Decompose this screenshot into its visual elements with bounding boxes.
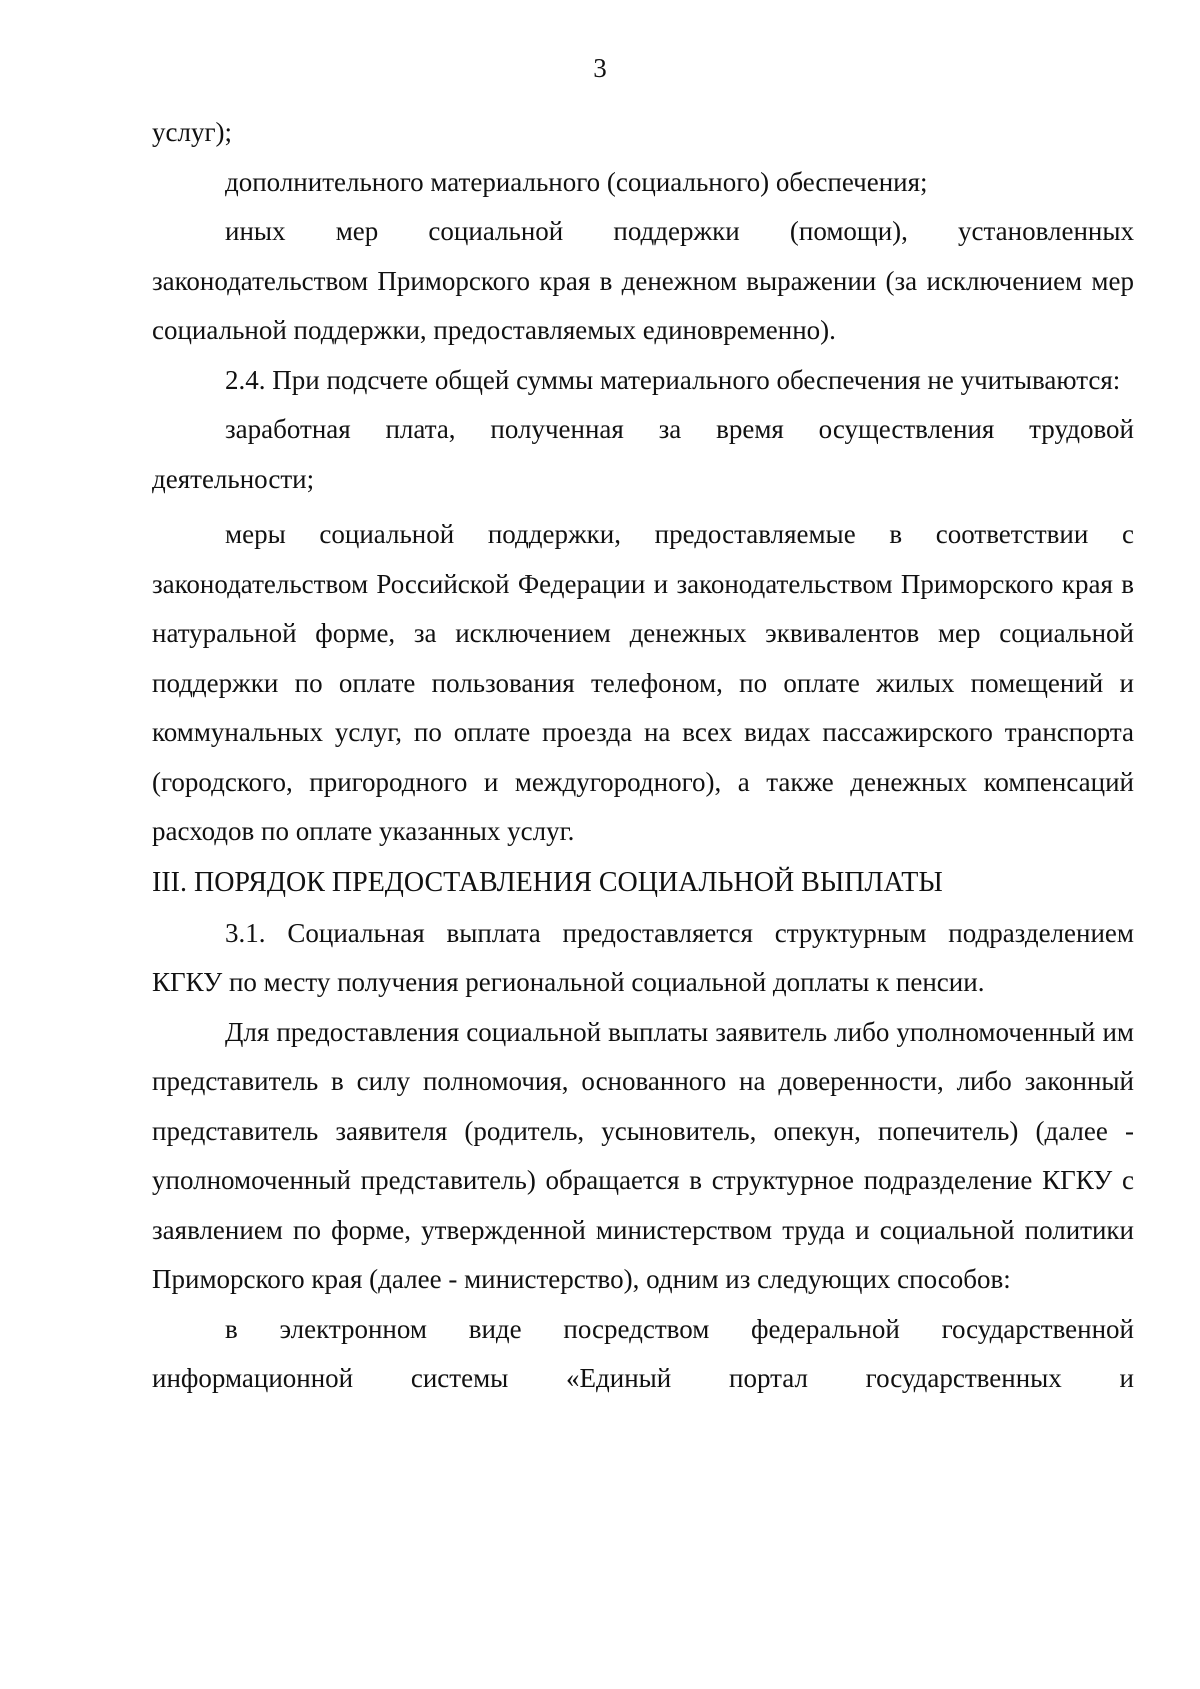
paragraph-in-kind-measures: меры социальной поддержки, предоставляемые в соответствии с законодательством Российской Федерации и законодательством Приморского края в натуральной форме, за исключением денежных эквивалентов мер социальной поддержки по оплате пользования телефоном, по оплате жилых помещений и коммунальных услуг, по оплате проезда на всех видах пассажирского транспорта (городского, пригородного и междугородного), а также денежных компенсаций расходов по оплате указанных услуг. bbox=[152, 519, 1134, 846]
section-heading: III. ПОРЯДОК ПРЕДОСТАВЛЕНИЯ СОЦИАЛЬНОЙ ВЫПЛАТЫ bbox=[152, 866, 943, 898]
paragraph-other-measures: иных мер социальной поддержки (помощи), установленных законодательством Приморского края в денежном выражении (за исключением мер социальной поддержки, предоставляемых единовременно). bbox=[152, 216, 1134, 345]
paragraph-2-4: 2.4. При подсчете общей суммы материального обеспечения не учитываются: bbox=[225, 364, 1121, 395]
page-number: 3 bbox=[593, 53, 607, 83]
paragraph-additional-support: дополнительного материального (социального) обеспечения; bbox=[225, 166, 928, 197]
document-body bbox=[152, 108, 1134, 1404]
paragraph-3-1: 3.1. Социальная выплата предоставляется структурным подразделением КГКУ по месту получения региональной социальной доплаты к пенсии. bbox=[152, 917, 1134, 997]
paragraph-services-end: услуг); bbox=[152, 117, 233, 147]
paragraph-wages: заработная плата, полученная за время осуществления трудовой деятельности; bbox=[152, 414, 1134, 494]
paragraph-application: Для предоставления социальной выплаты заявитель либо уполномоченный им представитель в силу полномочия, основанного на доверенности, либо законный представитель заявителя (родитель, усыновитель, опекун, попечитель) (далее - уполномоченный представитель) обращается в структурное подразделение КГКУ с заявлением по форме, утвержденной министерством труда и социальной политики Приморского края (далее - министерство), одним из следующих способов: bbox=[152, 1016, 1134, 1294]
paragraph-electronic-form: в электронном виде посредством федеральной государственной информационной системы «Единый портал государственных и bbox=[152, 1313, 1134, 1393]
